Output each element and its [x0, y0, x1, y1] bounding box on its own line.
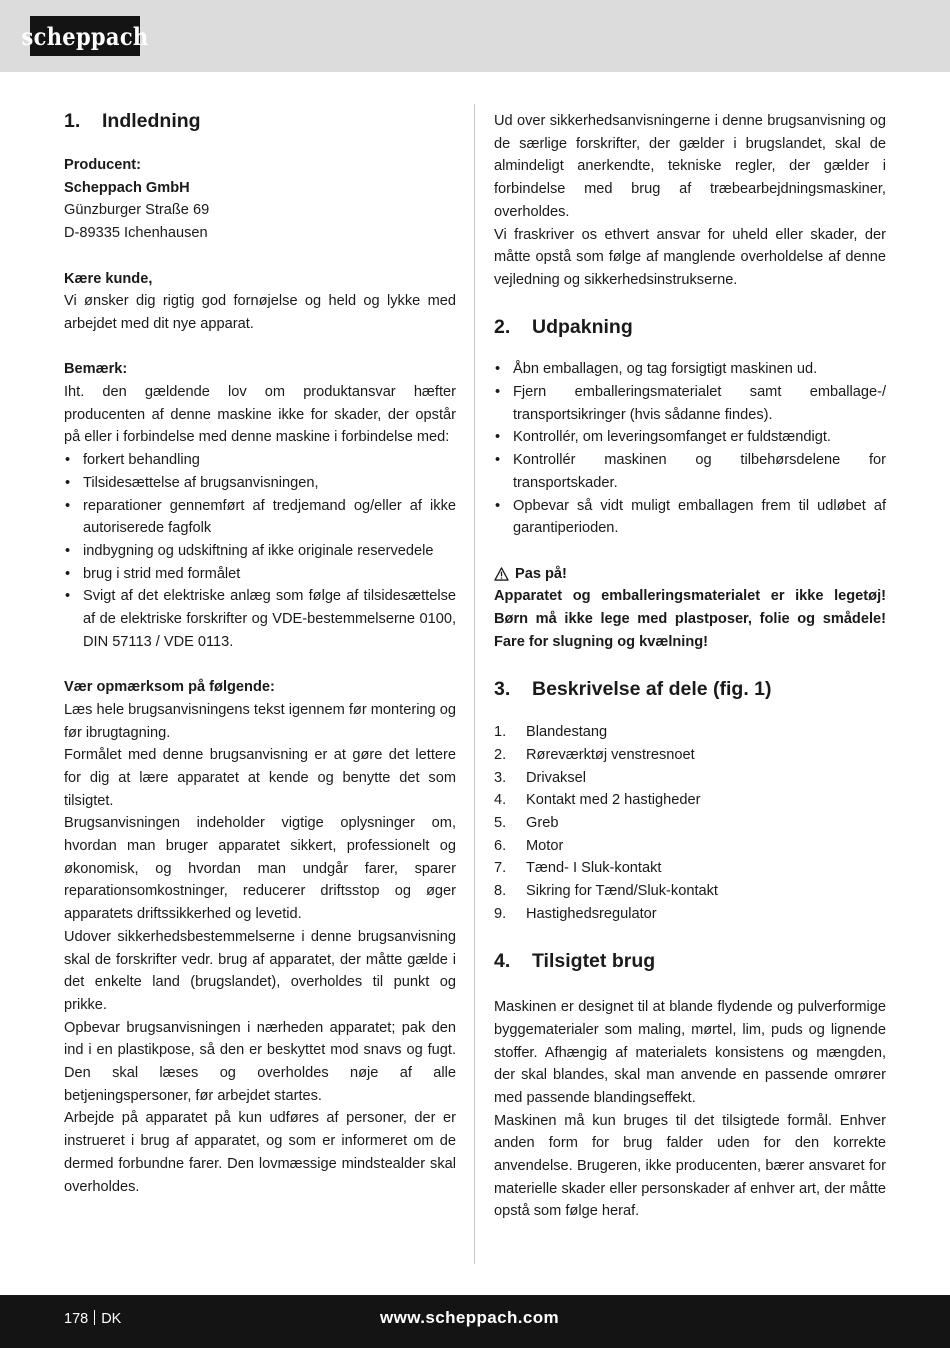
paragraph: Vi fraskriver os ethvert ansvar for uheld eller skader, der måtte opstå som følge af manglende overholdelse af denne vejledning og sikkerhedsinstrukserne.: [494, 226, 886, 288]
list-item: • reparationer gennemført af tredjemand og/eller af ikke autoriserede fagfolk: [64, 495, 456, 540]
list-item: 7. Tænd- I Sluk-kontakt: [494, 860, 662, 877]
page-header: [0, 0, 950, 72]
paragraph: Ud over sikkerhedsanvisningerne i denne brugsanvisning og de særlige forskrifter, der gælder i brugslandet, skal de almindeligt anerkendte, tekniske regler, der gælder i forbindelse med brug af træbearbejdningsmaskiner, overholdes.: [494, 113, 886, 220]
logo-text: scheppach: [21, 21, 149, 51]
website-url: www.scheppach.com: [380, 1308, 560, 1327]
column-divider: [474, 104, 475, 1264]
section-number: 3.: [494, 678, 511, 701]
list-item: • brug i strid med formålet: [64, 563, 456, 586]
paragraph: Læs hele brugsanvisningens tekst igennem før montering og før ibrugtagning.: [64, 701, 456, 741]
section-heading-unpacking: [494, 314, 886, 340]
paragraph: Formålet med denne brugsanvisning er at gøre det lettere for dig at lære apparatet at kende og benytte det som tilsigtet.: [64, 747, 456, 809]
section-heading-intro: [64, 108, 456, 134]
list-item: • Svigt af det elektriske anlæg som følge af tilsidesættelse af de elektriske forskrifter og VDE-bestemmelserne 0100, DIN 57113 / VDE 0113.: [64, 585, 456, 653]
page-footer: [0, 1295, 950, 1348]
paragraph: Maskinen er designet til at blande flydende og pulverformige byggematerialer som maling, mørtel, lim, puds og lignende stoffer. Afhængig af materialets konsistens og mængden, der skal blandes, skal man anvende en passende omrører med passende blandingseffekt.: [494, 999, 886, 1106]
liability-list: [64, 449, 456, 653]
list-item: 9. Hastighedsregulator: [494, 905, 657, 922]
section-number: 1.: [64, 110, 81, 132]
list-item: • Fjern emballeringsmaterialet samt emballage-/ transportsikringer (hvis sådanne findes).: [494, 381, 886, 426]
page-number: 178: [64, 1311, 89, 1327]
paragraph: Brugsanvisningen indeholder vigtige oplysninger om, hvordan man bruger apparatet sikkert, professionelt og økonomisk, og hvordan man undgår farer, sparer reparationsomkostninger, reducerer driftsstop og øger apparatets driftssikkerhed og levetid.: [64, 815, 456, 923]
list-item: • Åbn emballagen, og tag forsigtigt maskinen ud.: [494, 358, 886, 381]
section-number: 2.: [494, 316, 511, 339]
note-text: Iht. den gældende lov om produktansvar hæfter producenten af denne maskine ikke for skader, der opstår på eller i forbindelse med denne maskine i forbindelse med:: [64, 384, 456, 446]
paragraph: Udover sikkerhedsbestemmelserne i denne brugsanvisning skal de forskrifter vedr. brug af apparatet, der måtte gælde i det enkelte land (brugslandet), overholdes til punkt og prikke.: [64, 928, 456, 1013]
page-indicator: [64, 1310, 121, 1327]
warning-triangle-icon: [494, 567, 509, 581]
parts-list: [494, 721, 886, 925]
list-item: • Kontrollér, om leveringsomfanget er fuldstændigt.: [494, 426, 886, 449]
list-item: • Opbevar så vidt muligt emballagen frem til udløbet af garantiperioden.: [494, 495, 886, 540]
list-item: 4. Kontakt med 2 hastigheder: [494, 792, 701, 809]
list-item: 8. Sikring for Tænd/Sluk-kontakt: [494, 883, 718, 900]
section-title: Tilsigtet brug: [532, 950, 656, 973]
section-title: Indledning: [102, 110, 201, 132]
warning-heading: [494, 563, 886, 586]
left-column: [64, 108, 456, 1198]
right-column: [494, 110, 886, 1223]
unpacking-list: [494, 358, 886, 540]
street-address: Günzburger Straße 69: [64, 202, 210, 219]
list-item: • forkert behandling: [64, 449, 456, 472]
list-item: • indbygning og udskiftning af ikke originale reservedele: [64, 540, 456, 563]
section-title: Beskrivelse af dele (fig. 1): [532, 678, 772, 701]
producer-label: Producent:: [64, 157, 142, 173]
list-item: 3. Drivaksel: [494, 769, 587, 786]
section-number: 4.: [494, 950, 511, 973]
list-item: • Tilsidesættelse af brugsanvisningen,: [64, 472, 456, 495]
company-name: Scheppach GmbH: [64, 179, 190, 196]
note-label: Bemærk:: [64, 361, 128, 378]
separator: [94, 1310, 95, 1325]
warning-label: Pas på!: [515, 565, 567, 582]
list-item: • Kontrollér maskinen og tilbehørsdelene for transportskader.: [494, 449, 886, 494]
paragraph: Opbevar brugsanvisningen i nærheden apparatet; pak den ind i en plastikpose, så den er beskyttet mod snavs og fugt. Den skal læses og overholdes nøje af alle betjeningspersoner, før arbejdet startes.: [64, 1019, 456, 1104]
section-heading-parts: [494, 676, 886, 702]
attention-label: Vær opmærksom på følgende:: [64, 679, 275, 696]
list-item: 1. Blandestang: [494, 724, 608, 741]
list-item: 6. Motor: [494, 837, 564, 854]
list-item: 5. Greb: [494, 814, 559, 831]
paragraph: Arbejde på apparatet på kun udføres af personer, der er instrueret i brug af apparatet, og som er informeret om de dermed forbundne farer. Den lovmæssige mindstealder skal overholdes.: [64, 1110, 456, 1195]
city-address: D-89335 Ichenhausen: [64, 225, 208, 242]
section-title: Udpakning: [532, 316, 633, 339]
warning-text: Apparatet og emballeringsmaterialet er ikke legetøj! Børn må ikke lege med plastposer, folie og smådele! Fare for slugning og kvælning!: [494, 588, 886, 650]
scheppach-logo: [21, 16, 149, 56]
dear-label: Kære kunde,: [64, 270, 153, 287]
language-code: DK: [101, 1311, 122, 1327]
list-item: 2. Røreværktøj venstresnoet: [494, 746, 695, 763]
section-heading-intended-use: [494, 948, 886, 974]
dear-text: Vi ønsker dig rigtig god fornøjelse og held og lykke med arbejdet med dit nye apparat.: [64, 293, 456, 332]
paragraph: Maskinen må kun bruges til det tilsigtede formål. Enhver anden form for brug falder uden for den korrekte anvendelse. Brugeren, ikke producenten, bærer ansvaret for materielle skader eller personskader af enhver art, der måtte opstå som følge heraf.: [494, 1112, 886, 1220]
